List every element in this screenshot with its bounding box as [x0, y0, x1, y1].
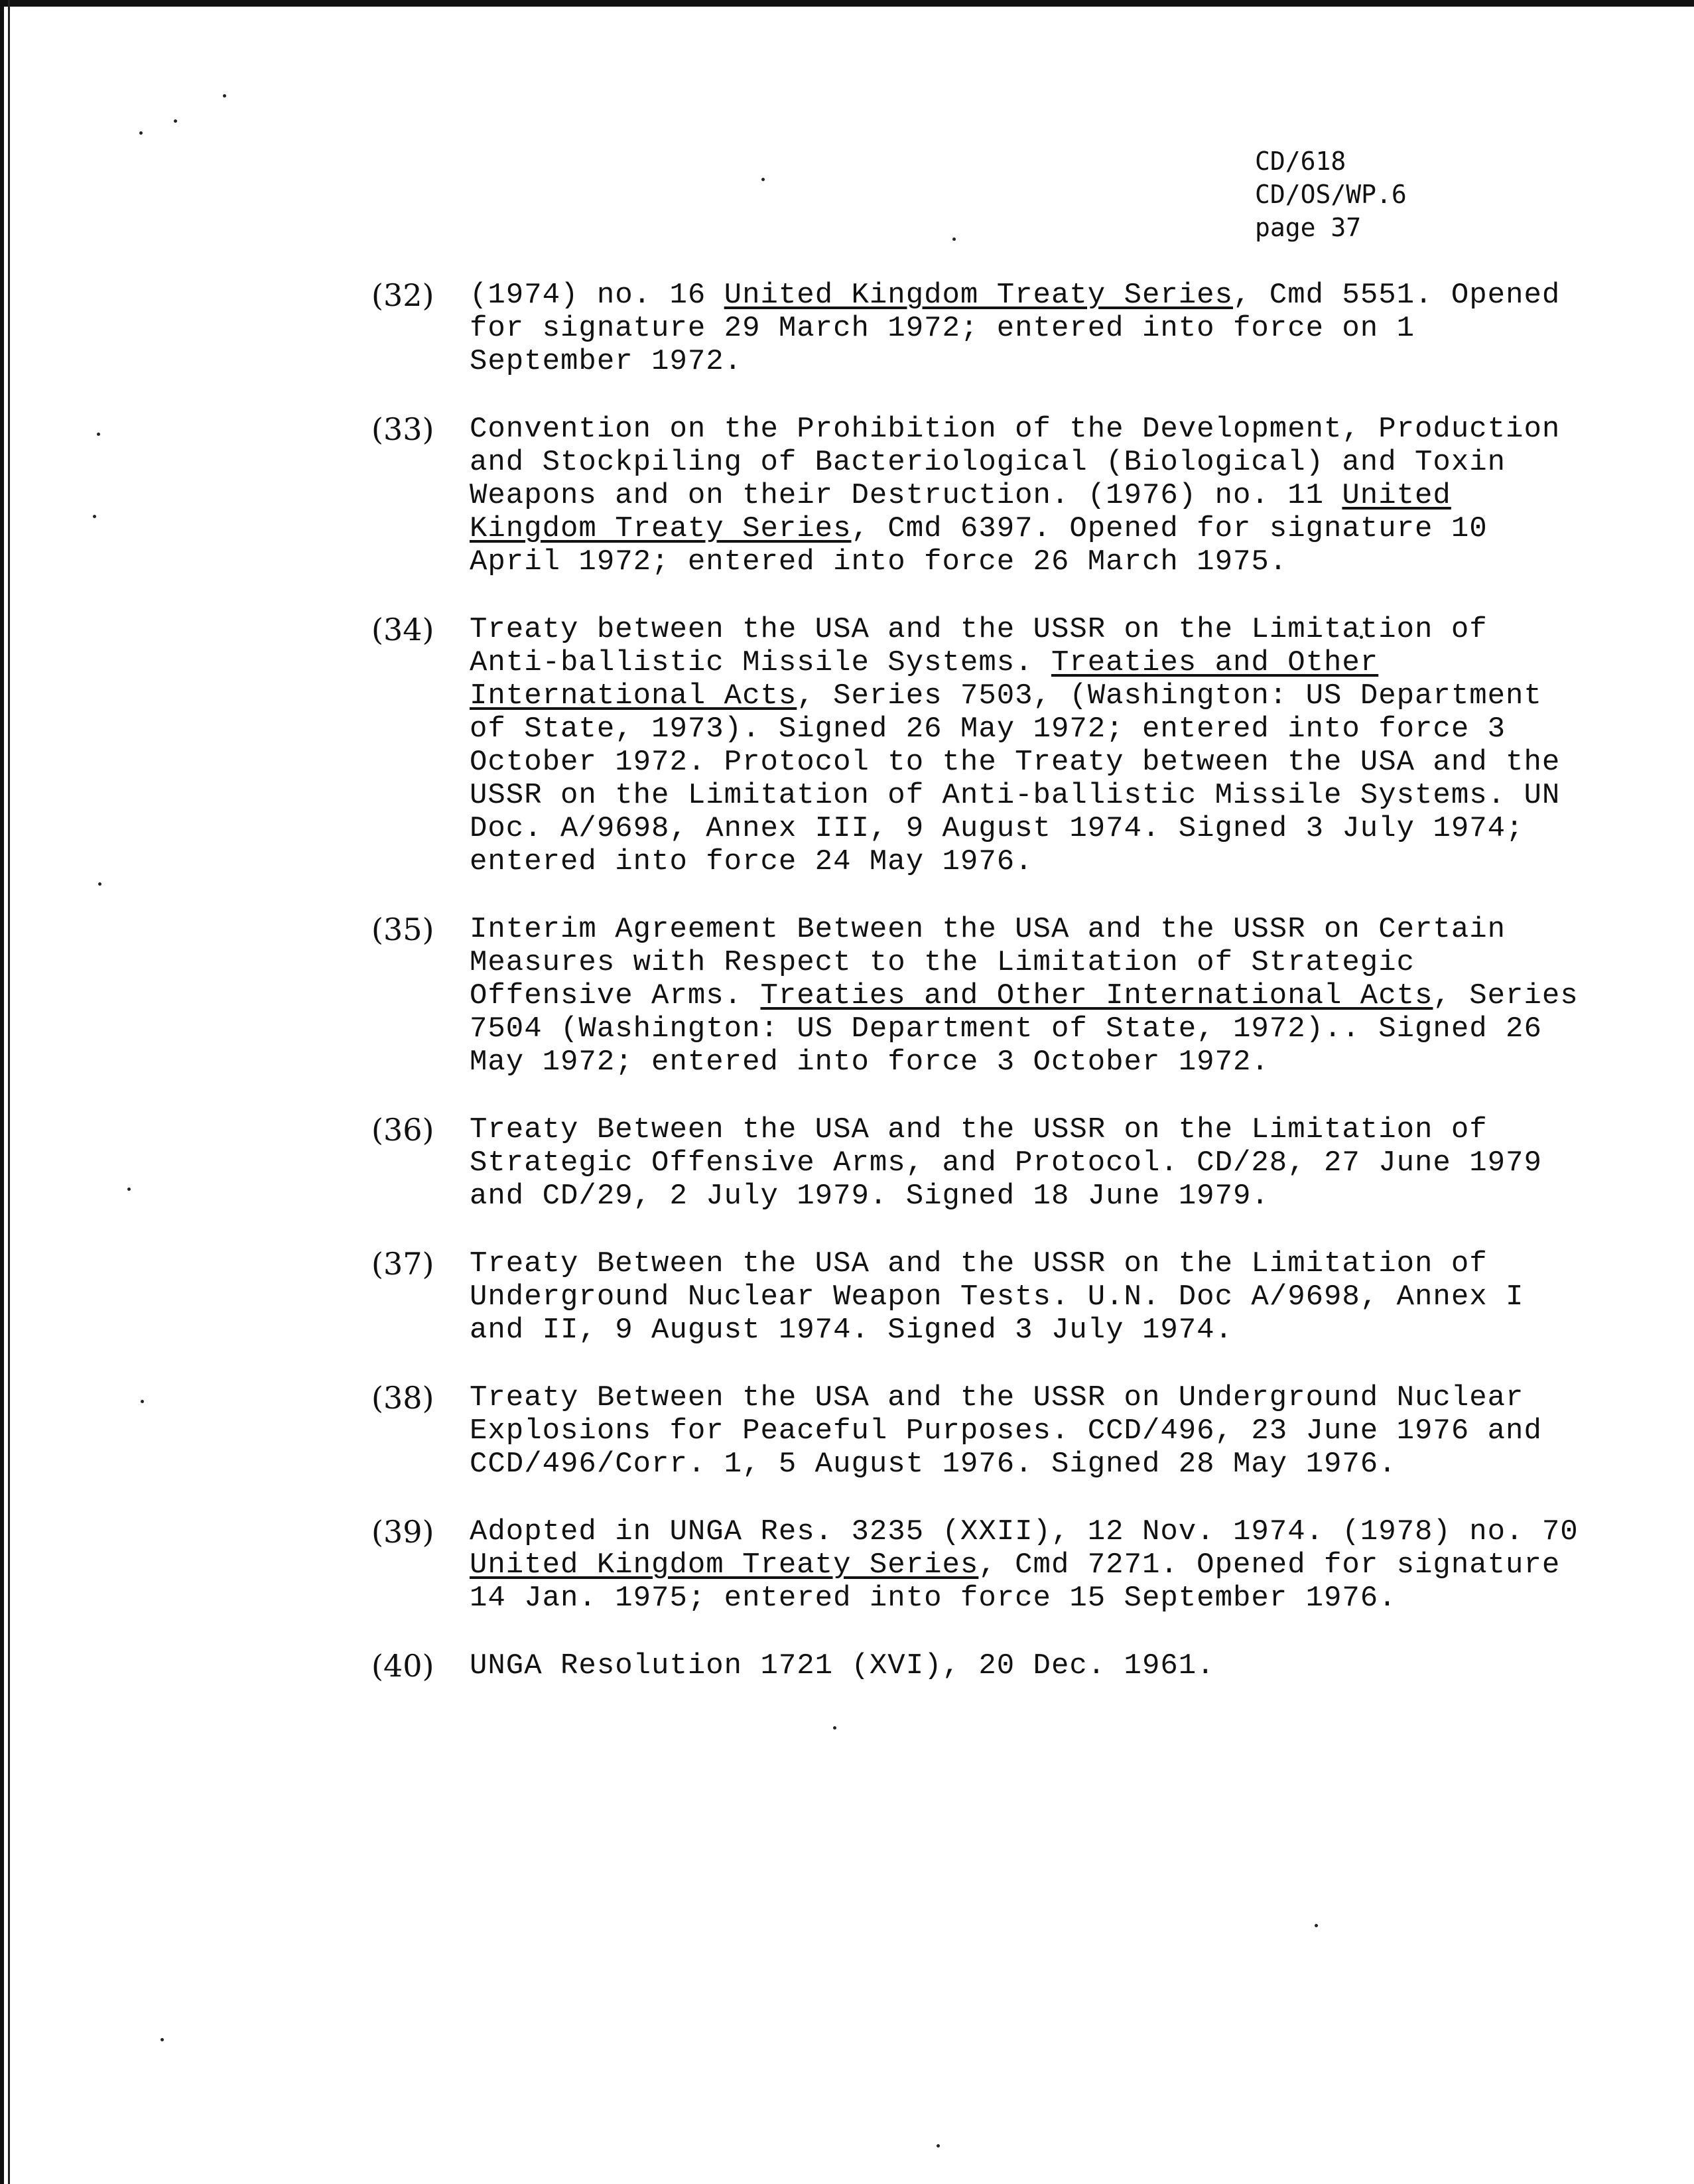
reference-entry [371, 1113, 1592, 1213]
reference-entry [371, 1515, 1592, 1615]
reference-entry [371, 1381, 1592, 1481]
reference-text-segment: (1974) no. 16 [470, 279, 724, 312]
reference-text [470, 1649, 1592, 1682]
reference-text-segment: Adopted in UNGA Res. 3235 (XXII), 12 Nov. 1974. (1978) no. 70 [470, 1515, 1579, 1548]
scan-speck [93, 515, 96, 518]
scan-speck [833, 1726, 836, 1730]
scan-speck [223, 94, 226, 98]
reference-list [371, 279, 1592, 1717]
reference-number: (36) [371, 1112, 434, 1148]
reference-number: (34) [371, 612, 434, 648]
scan-speck [761, 178, 765, 181]
scan-speck [127, 1188, 131, 1191]
reference-text-segment: Treaty Between the USA and the USSR on Underground Nuclear Explosions for Peaceful Purposes. CCD/496, 23 June 1976 and CCD/496/Corr. 1, 5 August 1976. Signed 28 May 1976. [470, 1381, 1542, 1481]
page-left-border [0, 0, 4, 2184]
working-paper-code: CD/OS/WP.6 [1255, 180, 1407, 209]
reference-text-segment: Treaty Between the USA and the USSR on the Limitation of Underground Nuclear Weapon Tests. U.N. Doc A/9698, Annex I and II, 9 August 1974. Signed 3 July 1974. [470, 1247, 1524, 1347]
reference-text-segment: , Cmd 7271. Opened for signature 14 Jan. 1975; entered into force 15 September 1976. [470, 1548, 1561, 1615]
reference-number: (39) [371, 1514, 434, 1550]
reference-text-segment: Treaty between the USA and the USSR on the Limitation of Anti-ballistic Missile Systems. [470, 613, 1488, 679]
reference-text-segment: , Series 7503, (Washington: US Department of State, 1973). Signed 26 May 1972; entered into force 3 October 1972. Protocol to the Treaty between the USA and the USSR on the Limitation of Anti-ballistic Missile Systems. UN Doc. A/9698, Annex III, 9 August 1974. Signed 3 July 1974; entered into force 24 May 1976. [470, 679, 1561, 878]
reference-number: (38) [371, 1380, 434, 1416]
page-top-border [0, 0, 1694, 7]
scan-speck [937, 2144, 940, 2148]
reference-title-underlined: Treaties and Other International Acts [760, 979, 1433, 1012]
scan-speck [952, 238, 956, 241]
reference-text-segment: Treaty Between the USA and the USSR on the Limitation of Strategic Offensive Arms, and Protocol. CD/28, 27 June 1979 and CD/29, 2 July 1979. Signed 18 June 1979. [470, 1113, 1542, 1213]
reference-text-segment: UNGA Resolution 1721 (XVI), 20 Dec. 1961. [470, 1649, 1215, 1682]
reference-entry [371, 1649, 1592, 1682]
reference-entry [371, 279, 1592, 378]
reference-text-segment: Interim Agreement Between the USA and the USSR on Certain Measures with Respect to the Limitation of Strategic Offensive Arms. [470, 913, 1506, 1012]
reference-number: (37) [371, 1246, 434, 1282]
reference-text [470, 913, 1592, 1079]
scan-speck [141, 1400, 144, 1403]
page-number: page 37 [1255, 213, 1362, 242]
reference-text [470, 1381, 1592, 1481]
reference-text-segment: Convention on the Prohibition of the Development, Production and Stockpiling of Bacteriological (Biological) and Toxin Weapons and on their Destruction. (1976) no. 11 [470, 413, 1561, 512]
reference-number: (40) [371, 1648, 434, 1684]
reference-title-underlined: Treaties and Other International Acts [470, 646, 1379, 713]
reference-text [470, 613, 1592, 878]
reference-number: (33) [371, 411, 434, 447]
reference-entry [371, 1247, 1592, 1347]
reference-title-underlined: United Kingdom Treaty Series [470, 479, 1451, 545]
reference-entry [371, 613, 1592, 878]
reference-text [470, 1515, 1592, 1615]
reference-text [470, 279, 1592, 378]
reference-entry [371, 413, 1592, 579]
reference-text [470, 1113, 1592, 1213]
reference-text-segment: , Cmd 6397. Opened for signature 10 April 1972; entered into force 26 March 1975. [470, 512, 1488, 579]
scan-speck [98, 882, 101, 886]
doc-code: CD/618 [1255, 147, 1346, 176]
page-left-border-inner [8, 0, 10, 2184]
reference-text-segment: , Series 7504 (Washington: US Department of State, 1972).. Signed 26 May 1972; entered into force 3 October 1972. [470, 979, 1579, 1079]
reference-title-underlined: United Kingdom Treaty Series [470, 1548, 979, 1582]
scan-speck [174, 119, 177, 123]
scan-speck [97, 433, 100, 436]
reference-title-underlined: United Kingdom Treaty Series [724, 279, 1233, 312]
reference-text [470, 1247, 1592, 1347]
reference-entry [371, 913, 1592, 1079]
scan-speck [1315, 1924, 1318, 1927]
reference-text [470, 413, 1592, 579]
reference-text-segment: , Cmd 5551. Opened for signature 29 March 1972; entered into force on 1 September 1972. [470, 279, 1561, 378]
reference-number: (32) [371, 277, 434, 313]
document-header [1255, 145, 1407, 244]
reference-number: (35) [371, 912, 434, 947]
scan-speck [161, 2038, 164, 2041]
scan-speck [139, 131, 143, 135]
